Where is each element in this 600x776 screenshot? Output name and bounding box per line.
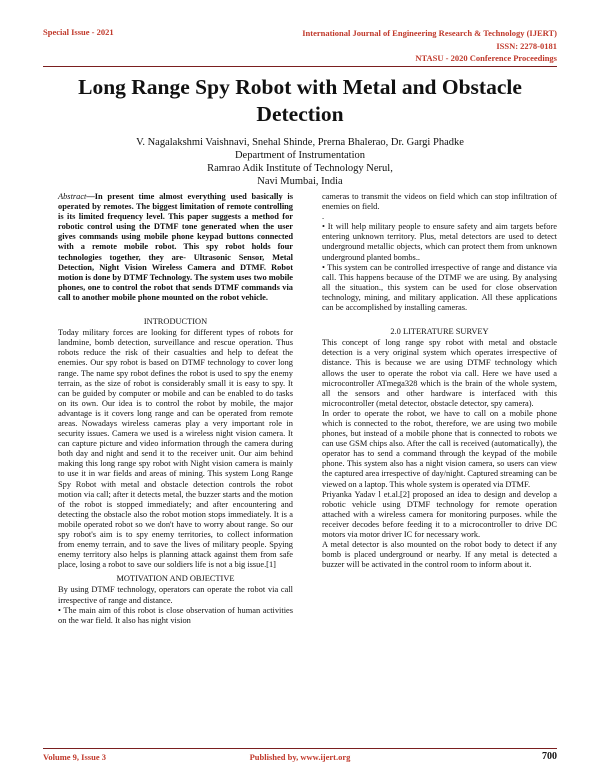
- page-number: 700: [542, 751, 557, 762]
- volume-label: Volume 9, Issue 3: [43, 752, 106, 762]
- literature-paragraph: This concept of long range spy robot with metal and obstacle detection is a very original system which operates irrespective of distance. This is because we are using DTMF technology which allows the user to operate the robot via call. Here we have used a microcontroller ATmega328 which is the brain of the whole system, all the sensors and other hardware is interfaced with this microcontroller (metal detector, obstacle detector, spy camera).: [322, 338, 557, 408]
- city: Navi Mumbai, India: [257, 176, 343, 187]
- motivation-heading: MOTIVATION AND OBJECTIVE: [116, 574, 235, 584]
- abstract: [58, 192, 293, 303]
- right-column: [322, 192, 557, 570]
- motivation-text: By using DTMF technology, operators can operate the robot via call irrespective of range and distance.: [58, 585, 293, 605]
- author-names: V. Nagalakshmi Vaishnavi, Snehal Shinde, Prerna Bhalerao, Dr. Gargi Phadke: [136, 137, 464, 148]
- introduction-heading: INTRODUCTION: [143, 317, 208, 327]
- paper-title: Long Range Spy Robot with Metal and Obstacle Detection: [78, 75, 522, 126]
- bullet-item: • This system can be controlled irrespective of range and distance via call. This happens because of the DTMF we are using. By analysing all the situation., this system can be used for close observation technology, mining, and military application. All these applications can be accomplished by installing cameras.: [322, 262, 557, 313]
- institute: Ramrao Adik Institute of Technology Nerul,: [207, 163, 393, 174]
- conference-label: NTASU - 2020 Conference Proceedings: [415, 53, 557, 63]
- literature-paragraph: Priyanka Yadav l et.al.[2] proposed an idea to design and develop a robotic vehicle using DTMF technology for remote operation attached with a wireless camera for monitoring purposes. while the receiver decodes before feeding it to a microcontroller to drive DC motors via motor driver IC for necessary work.: [322, 489, 557, 539]
- left-column: [58, 192, 293, 626]
- author-block: [43, 136, 557, 188]
- abstract-label: Abstract: [58, 192, 87, 201]
- journal-name: International Journal of Engineering Research & Technology (IJERT): [302, 28, 557, 38]
- literature-paragraph: In order to operate the robot, we have to call on a mobile phone which is connected to the robot, therefore, we are using two mobile phones, but instead of a mobile phone that is connected to robots we can use GSM chips also. After the call is received (automatically), the operator has to send a command through the keypad of the mobile phone. This system also has a night vision camera, so users can view the captured area irrespective of day/night. Captured streaming can be viewed on a laptop. This whole system is operated via DTMF.: [322, 408, 557, 489]
- special-issue-label: Special Issue - 2021: [43, 27, 114, 37]
- bullet-item: • The main aim of this robot is close observation of human activities on the war field. It also has night vision: [58, 605, 293, 625]
- literature-survey-heading: 2.0 LITERATURE SURVEY: [390, 327, 489, 337]
- introduction-text: Today military forces are looking for different types of robots for landmine, bomb detection, surveillance and rescue operation. Thus robots reduce the risk of their casualties and help to defeat the enemies. Our spy robot is based on DTMF technology to cover long range. The name spy robot defines the robot is used to spy the enemy terrain, as the size of robot is considerably small it is easy to spy. It can be guided by computer or mobile and can be enabled to do tasks on its own. Our idea is to control the robot by mobile, the major advantage is it covers long range and can be operated from remote areas. Nowadays wireless cameras play a very important role in security issues. Camera we used is a wireless night vision camera. It can capture picture and video information through the camera during both day and night and send it to the receiver unit. Our aim behind making this long range spy robot with Night vision camera is mainly to use it in war fields and areas of mining. This system Long Range Spy Robot with metal and obstacle detection controls the robot motion via call; after it detects metal, the buzzer starts and the motion of the robot is stopped immediately; and after encountering and detecting the obstacle also the robot motion stops immediately. It is a mobile operated robot so we don't have to worry about range. So our spy robot's aim is to spy enemy territories, to collect information from enemy terrain, and to save the lives of military people. Spying enemy territory also helps is planning attack against them from safe place, losing a robot to save our soldiers life is not a big issue.[1]: [58, 328, 293, 570]
- page-header: [0, 0, 600, 66]
- issn-label: ISSN: 2278-0181: [496, 41, 557, 51]
- literature-paragraph: A metal detector is also mounted on the robot body to detect if any bomb is placed underground or nearby. If any metal is detected a buzzer will be activated in the control room to inform about it.: [322, 540, 557, 570]
- publisher-link[interactable]: Published by, www.ijert.org: [249, 752, 351, 762]
- bullet-item: • It will help military people to ensure safety and aim targets before entering unknown territory. Plus, metal detectors are used to detect underground metallic objects, which can protect them from unknown underground planted bombs..: [322, 222, 557, 262]
- stray-dot: .: [322, 212, 325, 222]
- continued-text: cameras to transmit the videos on field which can stop infiltration of enemies on field.: [322, 192, 557, 212]
- department: Department of Instrumentation: [234, 150, 366, 161]
- abstract-text: —In present time almost everything used basically is operated by remotes. The biggest limitation of remote controlling is its limited frequency level. This paper suggests a method for robotic control using the DTMF tone generated when the user gives commands using mobile phone keypad buttons connected with a remote mobile robot. This spy robot holds four technologies together, they are- Ultrasonic Sensor, Metal Detection, Night Vision Wireless Camera and DTMF. Robot motion is done by DTMF Technology. The system uses two mobile phones, one to control the robot that sends DTMF commands via call to another mobile phone mounted on the robot vehicle.: [58, 192, 293, 302]
- footer-rule: [43, 748, 557, 749]
- header-rule: [43, 66, 557, 67]
